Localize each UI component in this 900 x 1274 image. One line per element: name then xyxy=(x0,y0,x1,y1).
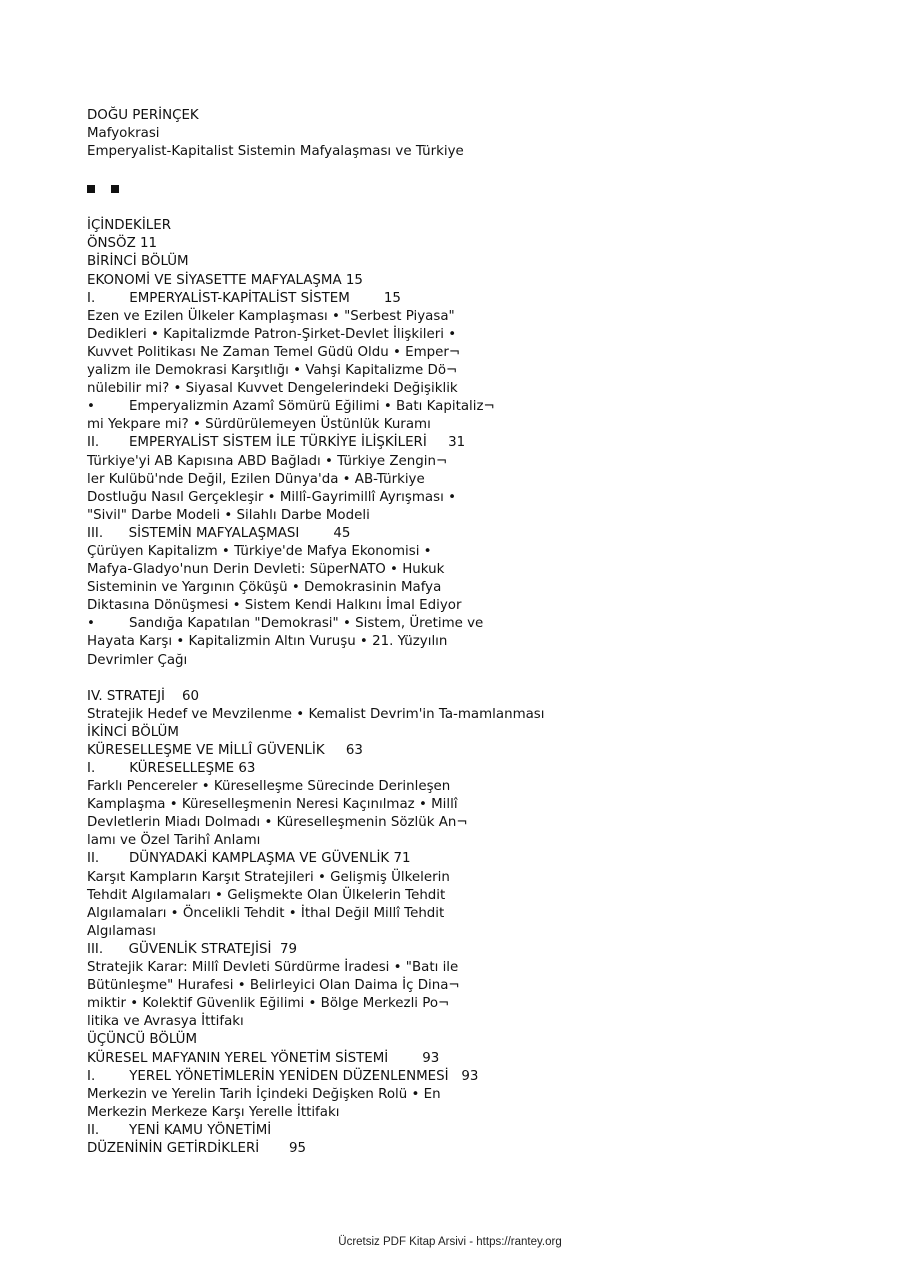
toc-line: Bütünleşme" Hurafesi • Belirleyici Olan Daima İç Dina¬ xyxy=(87,978,460,994)
toc-line: Çürüyen Kapitalizm • Türkiye'de Mafya Ekonomisi • xyxy=(87,543,432,559)
toc-line: III. GÜVENLİK STRATEJİSİ 79 xyxy=(87,941,298,957)
toc-line: II. EMPERYALİST SİSTEM İLE TÜRKİYE İLİŞKİLERİ 31 xyxy=(87,435,466,451)
toc-line: mi Yekpare mi? • Sürdürülemeyen Üstünlük Kuramı xyxy=(87,417,431,433)
toc-line: lamı ve Özel Tarihî Anlamı xyxy=(87,833,261,849)
toc-line: Dostluğu Nasıl Gerçekleşir • Millî-Gayrimillî Ayrışması • xyxy=(87,489,456,505)
toc-line: nülebilir mi? • Siyasal Kuvvet Dengelerindeki Değişiklik xyxy=(87,381,458,397)
toc-line: Sisteminin ve Yargının Çöküşü • Demokrasinin Mafya xyxy=(87,580,442,596)
toc-line: KÜRESEL MAFYANIN YEREL YÖNETİM SİSTEMİ 93 xyxy=(87,1050,440,1066)
toc-line: Stratejik Karar: Millî Devleti Sürdürme İradesi • "Batı ile xyxy=(87,960,459,976)
toc-line: I. KÜRESELLEŞME 63 xyxy=(87,761,256,776)
toc-line: Algılaması xyxy=(87,923,156,939)
toc-line: ler Kulübü'nde Değil, Ezilen Dünya'da • AB-Türkiye xyxy=(87,471,425,487)
document-page xyxy=(87,107,867,1158)
table-of-contents-continued xyxy=(87,688,867,1158)
toc-line: Diktasına Dönüşmesi • Sistem Kendi Halkını İmal Ediyor xyxy=(87,598,462,614)
toc-line: Kuvvet Politikası Ne Zaman Temel Güdü Oldu • Emper¬ xyxy=(87,344,461,360)
toc-line: "Sivil" Darbe Modeli • Silahlı Darbe Modeli xyxy=(87,507,370,523)
square-bullet-icon xyxy=(111,185,119,193)
toc-line: İKİNCİ BÖLÜM xyxy=(87,724,179,740)
toc-line: DÜZENİNİN GETİRDİKLERİ 95 xyxy=(87,1140,307,1156)
toc-line: I. YEREL YÖNETİMLERİN YENİDEN DÜZENLENMESİ 93 xyxy=(87,1068,479,1084)
toc-line: Farklı Pencereler • Küreselleşme Sürecinde Derinleşen xyxy=(87,779,451,795)
toc-line: Merkezin ve Yerelin Tarih İçindeki Değişken Rolü • En xyxy=(87,1086,441,1102)
toc-line: Merkezin Merkeze Karşı Yerelle İttifakı xyxy=(87,1104,340,1120)
toc-line: Ezen ve Ezilen Ülkeler Kamplaşması • "Serbest Piyasa" xyxy=(87,308,455,324)
toc-line: Tehdit Algılamaları • Gelişmekte Olan Ülkelerin Tehdit xyxy=(87,887,446,903)
toc-line: miktir • Kolektif Güvenlik Eğilimi • Bölge Merkezli Po¬ xyxy=(87,996,450,1012)
toc-line: Kamplaşma • Küreselleşmenin Neresi Kaçınılmaz • Millî xyxy=(87,797,458,813)
toc-line: • Emperyalizmin Azamî Sömürü Eğilimi • Batı Kapitaliz¬ xyxy=(87,399,495,415)
toc-line: ÜÇÜNCÜ BÖLÜM xyxy=(87,1032,198,1048)
toc-line: IV. STRATEJİ 60 xyxy=(87,688,200,704)
toc-line: Hayata Karşı • Kapitalizmin Altın Vuruşu • 21. Yüzyılın xyxy=(87,634,448,650)
toc-line: II. YENİ KAMU YÖNETİMİ xyxy=(87,1122,272,1138)
toc-line: III. SİSTEMİN MAFYALAŞMASI 45 xyxy=(87,525,351,541)
toc-line: Dedikleri • Kapitalizmde Patron-Şirket-Devlet İlişkileri • xyxy=(87,326,457,342)
toc-line: ÖNSÖZ 11 xyxy=(87,236,158,252)
toc-line: yalizm ile Demokrasi Karşıtlığı • Vahşi Kapitalizme Dö¬ xyxy=(87,363,458,379)
book-title: Mafyokrasi xyxy=(87,126,160,142)
toc-line: KÜRESELLEŞME VE MİLLÎ GÜVENLİK 63 xyxy=(87,742,363,758)
toc-line: I. EMPERYALİST-KAPİTALİST SİSTEM 15 xyxy=(87,290,401,306)
toc-line: • Sandığa Kapatılan "Demokrasi" • Sistem, Üretime ve xyxy=(87,616,484,632)
toc-line: EKONOMİ VE SİYASETTE MAFYALAŞMA 15 xyxy=(87,272,363,288)
toc-line: BİRİNCİ BÖLÜM xyxy=(87,254,189,270)
toc-line: Türkiye'yi AB Kapısına ABD Bağladı • Türkiye Zengin¬ xyxy=(87,453,448,469)
toc-line: Stratejik Hedef ve Mevzilenme • Kemalist Devrim'in Ta-mamlanması xyxy=(87,706,545,722)
page-footer: Ücretsiz PDF Kitap Arsivi - https://rantey.org xyxy=(338,1236,562,1248)
table-of-contents xyxy=(87,217,867,669)
toc-line: Devletlerin Miadı Dolmadı • Küreselleşmenin Sözlük An¬ xyxy=(87,815,468,831)
square-bullet-icon xyxy=(87,185,95,193)
toc-line: Devrimler Çağı xyxy=(87,652,188,668)
toc-line: Mafya-Gladyo'nun Derin Devleti: SüperNATO • Hukuk xyxy=(87,562,445,578)
book-subtitle: Emperyalist-Kapitalist Sistemin Mafyalaşması ve Türkiye xyxy=(87,144,464,160)
author-name: DOĞU PERİNÇEK xyxy=(87,108,199,123)
toc-line: litika ve Avrasya İttifakı xyxy=(87,1014,244,1030)
square-bullets xyxy=(87,179,867,199)
toc-line: Karşıt Kampların Karşıt Stratejileri • Gelişmiş Ülkelerin xyxy=(87,869,450,885)
toc-line: İÇİNDEKİLER xyxy=(87,218,171,234)
toc-line: Algılamaları • Öncelikli Tehdit • İthal Değil Millî Tehdit xyxy=(87,905,445,921)
toc-line: II. DÜNYADAKİ KAMPLAŞMA VE GÜVENLİK 71 xyxy=(87,851,411,867)
